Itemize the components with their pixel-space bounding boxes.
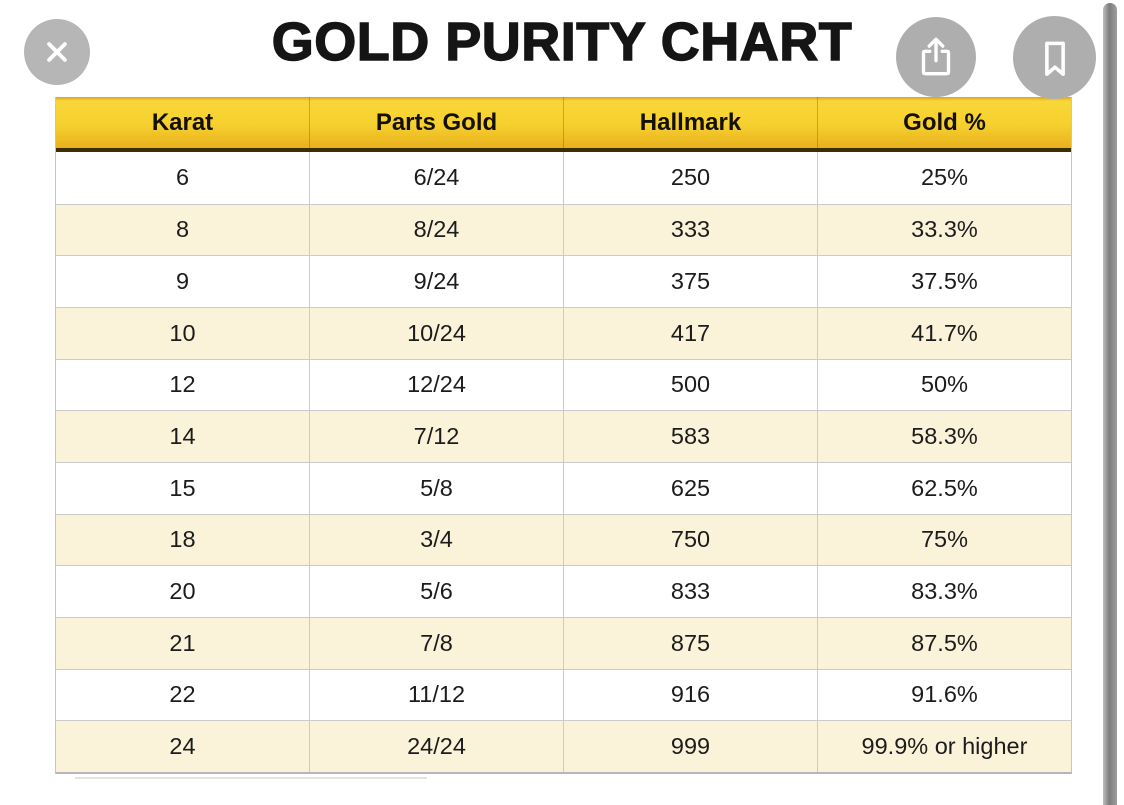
scrollbar[interactable] <box>1103 3 1117 805</box>
table-row <box>56 152 1071 204</box>
cell-karat: 9 <box>56 256 310 307</box>
cell-karat: 24 <box>56 721 310 772</box>
cell-karat: 8 <box>56 205 310 256</box>
page-title: GOLD PURITY CHART <box>271 12 853 72</box>
cell-karat: 22 <box>56 670 310 721</box>
cell-karat: 12 <box>56 360 310 411</box>
cell-gold-pct: 75% <box>920 526 969 553</box>
cell-hallmark: 750 <box>564 515 818 566</box>
column-header-parts-gold: Parts Gold <box>310 97 564 148</box>
cell-gold-pct: 58.3% <box>911 423 978 450</box>
table-row <box>56 204 1071 256</box>
column-header-hallmark: Hallmark <box>564 97 818 148</box>
cell-hallmark: 500 <box>564 360 818 411</box>
cell-parts-gold: 5/8 <box>310 463 564 514</box>
share-button[interactable] <box>896 17 976 97</box>
share-icon <box>911 32 961 82</box>
table-shadow-line <box>75 777 427 779</box>
cell-gold-pct: 50% <box>920 371 969 398</box>
table-row <box>56 462 1071 514</box>
close-button[interactable] <box>24 19 90 85</box>
cell-hallmark: 583 <box>564 411 818 462</box>
table-row <box>56 720 1071 772</box>
table-row <box>56 359 1071 411</box>
cell-gold-pct: 25% <box>920 164 969 191</box>
cell-hallmark: 417 <box>564 308 818 359</box>
cell-hallmark: 916 <box>564 670 818 721</box>
cell-hallmark: 875 <box>564 618 818 669</box>
cell-karat: 10 <box>56 308 310 359</box>
cell-karat: 15 <box>56 463 310 514</box>
cell-karat: 20 <box>56 566 310 617</box>
cell-gold-pct: 37.5% <box>911 268 978 295</box>
column-header-karat: Karat <box>56 97 310 148</box>
cell-parts-gold: 24/24 <box>310 721 564 772</box>
table-row <box>56 514 1071 566</box>
table-row <box>56 255 1071 307</box>
cell-karat: 14 <box>56 411 310 462</box>
cell-hallmark: 999 <box>564 721 818 772</box>
cell-hallmark: 333 <box>564 205 818 256</box>
cell-parts-gold: 3/4 <box>310 515 564 566</box>
cell-gold-pct: 87.5% <box>911 629 978 656</box>
column-header-gold-pct: Gold % <box>903 108 986 136</box>
cell-parts-gold: 5/6 <box>310 566 564 617</box>
cell-karat: 21 <box>56 618 310 669</box>
cell-karat: 6 <box>56 152 310 204</box>
table-row <box>56 410 1071 462</box>
cell-hallmark: 625 <box>564 463 818 514</box>
cell-parts-gold: 9/24 <box>310 256 564 307</box>
bookmark-button[interactable] <box>1013 16 1096 99</box>
cell-gold-pct: 83.3% <box>911 578 978 605</box>
cell-gold-pct: 41.7% <box>911 319 978 346</box>
cell-gold-pct: 91.6% <box>911 681 978 708</box>
cell-parts-gold: 7/8 <box>310 618 564 669</box>
cell-hallmark: 375 <box>564 256 818 307</box>
cell-gold-pct: 33.3% <box>911 216 978 243</box>
table-row <box>56 307 1071 359</box>
cell-gold-pct: 99.9% or higher <box>861 733 1028 760</box>
cell-parts-gold: 6/24 <box>310 152 564 204</box>
close-icon <box>37 32 77 72</box>
cell-parts-gold: 11/12 <box>310 670 564 721</box>
cell-hallmark: 250 <box>564 152 818 204</box>
table-row <box>56 617 1071 669</box>
bookmark-icon <box>1029 32 1081 84</box>
gold-purity-table <box>55 97 1072 774</box>
cell-parts-gold: 7/12 <box>310 411 564 462</box>
cell-hallmark: 833 <box>564 566 818 617</box>
table-row <box>56 669 1071 721</box>
cell-parts-gold: 8/24 <box>310 205 564 256</box>
table-row <box>56 565 1071 617</box>
table-header-row <box>56 97 1071 152</box>
cell-karat: 18 <box>56 515 310 566</box>
cell-parts-gold: 12/24 <box>310 360 564 411</box>
cell-parts-gold: 10/24 <box>310 308 564 359</box>
cell-gold-pct: 62.5% <box>911 474 978 501</box>
